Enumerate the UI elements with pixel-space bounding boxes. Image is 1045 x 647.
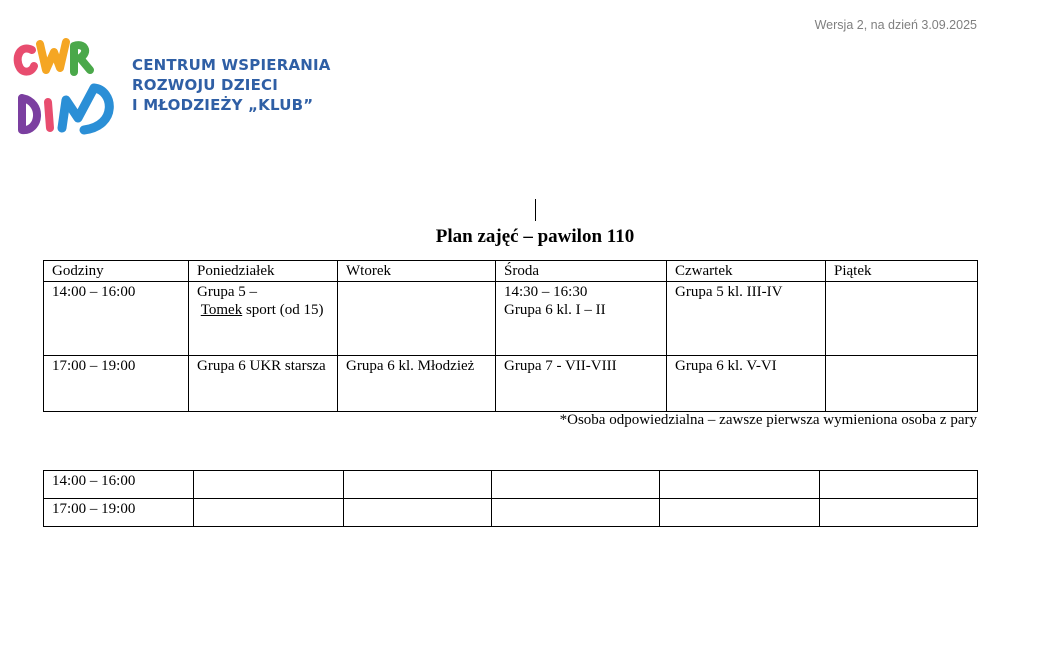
cell-friday[interactable] (826, 356, 978, 412)
text-cursor (535, 199, 536, 221)
schedule-table (43, 260, 978, 412)
table-row (44, 471, 978, 499)
monday-rest: sport (od 15) (242, 302, 324, 318)
cell-wednesday[interactable]: Grupa 7 - VII-VIII (496, 356, 667, 412)
wednesday-line1: 14:30 – 16:30 (504, 284, 588, 300)
org-line-3: I MŁODZIEŻY „KLUB” (132, 96, 314, 114)
cell-hours[interactable]: 14:00 – 16:00 (44, 471, 194, 499)
cell-monday[interactable]: Grupa 6 UKR starsza (189, 356, 338, 412)
table-row (44, 499, 978, 527)
org-line-2: ROZWOJU DZIECI (132, 76, 279, 94)
cell-empty[interactable] (660, 499, 820, 527)
schedule-table-secondary (43, 470, 978, 527)
table-header-row (44, 261, 978, 282)
table-row (44, 356, 978, 412)
header-wednesday: Środa (496, 261, 667, 282)
cell-tuesday[interactable]: Grupa 6 kl. Młodzież (338, 356, 496, 412)
org-line-1: CENTRUM WSPIERANIA (132, 56, 331, 74)
cell-empty[interactable] (820, 471, 978, 499)
organization-name (132, 55, 331, 115)
cell-thursday[interactable]: Grupa 5 kl. III-IV (667, 282, 826, 356)
header-monday: Poniedziałek (189, 261, 338, 282)
cell-hours[interactable]: 17:00 – 19:00 (44, 356, 189, 412)
cell-empty[interactable] (194, 471, 344, 499)
cell-tuesday[interactable] (338, 282, 496, 356)
version-label: Wersja 2, na dzień 3.09.2025 (814, 18, 977, 32)
cell-empty[interactable] (492, 499, 660, 527)
cell-empty[interactable] (194, 499, 344, 527)
table-row (44, 282, 978, 356)
monday-person: Tomek (200, 302, 243, 318)
header-thursday: Czwartek (667, 261, 826, 282)
cell-wednesday[interactable] (496, 282, 667, 356)
cell-hours[interactable]: 14:00 – 16:00 (44, 282, 189, 356)
wednesday-line2: Grupa 6 kl. I – II (504, 302, 606, 318)
cell-empty[interactable] (344, 471, 492, 499)
cell-friday[interactable] (826, 282, 978, 356)
header-friday: Piątek (826, 261, 978, 282)
cell-empty[interactable] (492, 471, 660, 499)
header-tuesday: Wtorek (338, 261, 496, 282)
cell-monday[interactable] (189, 282, 338, 356)
page-title: Plan zajęć – pawilon 110 (435, 226, 635, 247)
cell-hours[interactable]: 17:00 – 19:00 (44, 499, 194, 527)
cell-empty[interactable] (820, 499, 978, 527)
organization-logo (10, 36, 122, 138)
header-hours: Godziny (44, 261, 189, 282)
responsibility-note: *Osoba odpowiedzialna – zawsze pierwsza wymieniona osoba z pary (559, 412, 977, 428)
cell-empty[interactable] (344, 499, 492, 527)
cell-empty[interactable] (660, 471, 820, 499)
cell-thursday[interactable]: Grupa 6 kl. V-VI (667, 356, 826, 412)
monday-line1: Grupa 5 – (197, 284, 257, 300)
